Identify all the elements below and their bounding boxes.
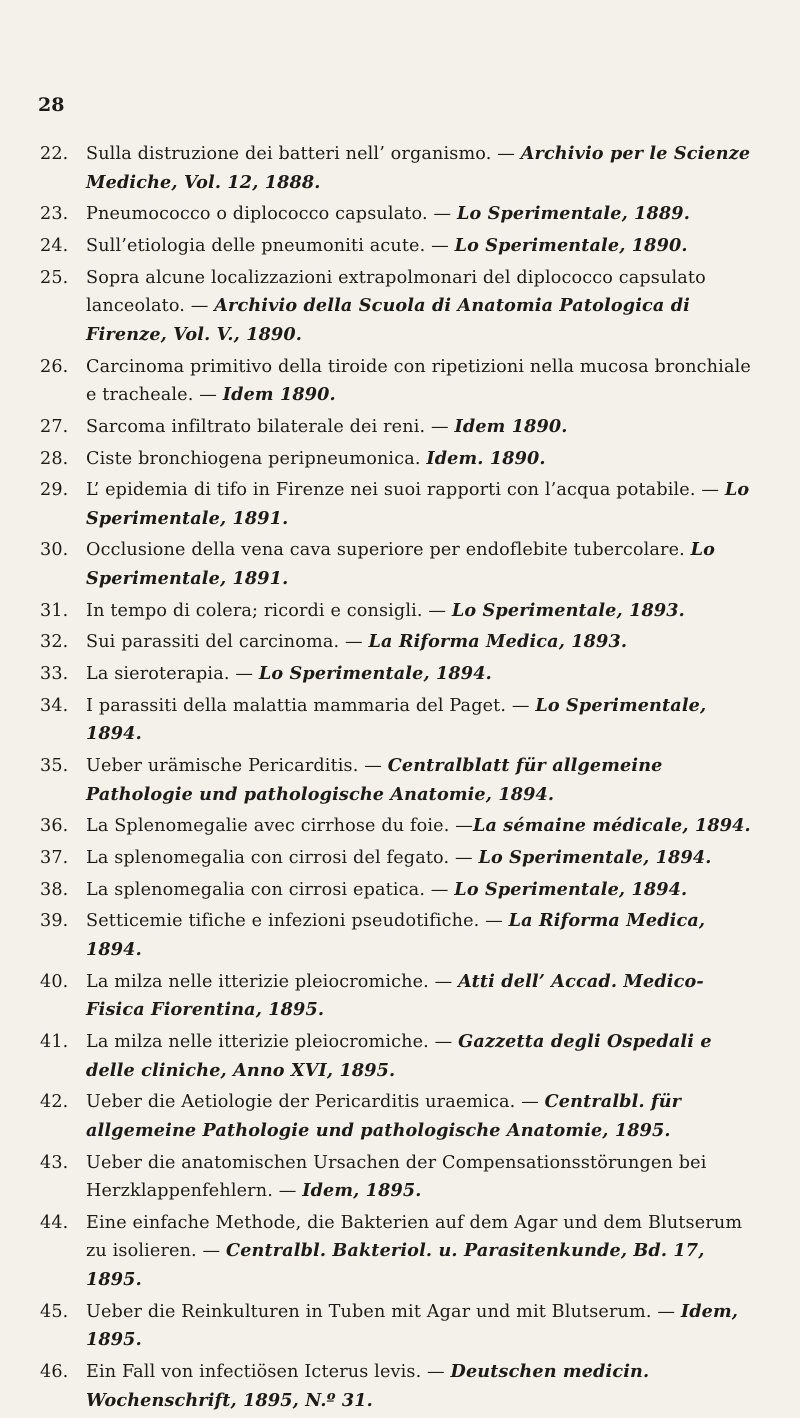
entry-source: Archivio della Scuola di Anatomia Patologica di Firenze, Vol. V., 1890. — [86, 295, 690, 345]
entry-title: Sui parassiti del carcinoma. — — [86, 632, 369, 653]
entry-title: Ueber die Reinkulturen in Tuben mit Agar und mit Blutserum. — — [86, 1301, 681, 1322]
entry-source: Idem. 1890. — [426, 447, 546, 469]
entry-source: Gazzetta degli Ospedali e delle cliniche, Anno XVI, 1895. — [86, 1031, 712, 1081]
entry-source: La Riforma Medica, 1893. — [368, 631, 628, 653]
entry-source: Lo Sperimentale, 1894. — [258, 663, 492, 685]
bibliography-entry — [40, 536, 752, 593]
entry-source: La Riforma Medica, 1894. — [86, 910, 706, 961]
entry-title: L’ epidemia di tifo in Firenze nei suoi rapporti con l’acqua potabile. — — [86, 480, 725, 501]
bibliography-entry — [40, 200, 752, 229]
bibliography-entry — [40, 1149, 752, 1206]
entry-source: Deutschen medicin. Wochenschrift, 1895, N.º 31. — [86, 1361, 650, 1411]
entry-number: 37. — [40, 848, 69, 869]
entry-number: 31. — [40, 600, 69, 621]
entry-number: 35. — [40, 756, 69, 777]
bibliography-entry — [40, 597, 752, 626]
entry-source: Idem, 1895. — [86, 1300, 739, 1351]
entry-number: 43. — [40, 1152, 69, 1173]
bibliography-entry — [40, 140, 752, 197]
entry-source: Idem 1890. — [454, 415, 568, 437]
entry-title: Sulla distruzione dei batteri nell’ organismo. — — [86, 144, 521, 164]
entry-source: Lo Sperimentale, 1889. — [456, 203, 690, 225]
bibliography-entry — [40, 844, 752, 873]
entry-title: Ueber urämische Pericarditis. — — [86, 756, 388, 777]
entry-title: La Splenomegalie avec cirrhose du foie. — — [86, 816, 473, 837]
entry-title: Ciste bronchiogena peripneumonica. — [86, 448, 427, 469]
entry-title: Ein Fall von infectiösen Icterus levis. — — [86, 1362, 451, 1382]
entry-title: Setticemie tifiche e infezioni pseudotifiche. — — [86, 911, 509, 932]
entry-title: Sull’etiologia delle pneumoniti acute. — — [86, 235, 455, 256]
entry-number: 27. — [40, 416, 69, 437]
entry-number: 46. — [40, 1362, 69, 1382]
entry-title: Pneumococco o diplococco capsulato. — — [86, 204, 457, 225]
entry-source: Lo Sperimentale, 1894. — [454, 878, 688, 900]
entry-source: Idem 1890. — [222, 384, 336, 406]
bibliography-entry — [40, 413, 752, 442]
entry-title: Sarcoma infiltrato bilaterale dei reni. — — [86, 416, 455, 437]
bibliography-entry — [40, 752, 752, 809]
entry-title: I parassiti della malattia mammaria del Paget. — — [86, 695, 536, 716]
entry-number: 28. — [40, 448, 69, 469]
entry-number: 33. — [40, 664, 69, 685]
bibliography-entry — [40, 660, 752, 689]
entry-source: Lo Sperimentale, 1890. — [454, 234, 688, 256]
entry-title: Ueber die Aetiologie der Pericarditis uraemica. — — [86, 1092, 545, 1113]
entry-title: Carcinoma primitivo della tiroide con ripetizioni nella mucosa bronchiale e tracheale. — — [86, 356, 751, 406]
entry-title: Occlusione della vena cava superiore per endoflebite tubercolare. — [86, 540, 691, 561]
entry-source: Lo Sperimentale, 1891. — [86, 479, 750, 529]
entry-number: 42. — [40, 1092, 69, 1113]
entry-title: La sieroterapia. — — [86, 664, 259, 685]
entry-number: 36. — [40, 816, 69, 837]
entry-number: 44. — [40, 1212, 69, 1233]
bibliography-entry — [40, 353, 752, 410]
entry-number: 38. — [40, 879, 69, 900]
bibliography-entry — [40, 628, 752, 657]
entry-number: 24. — [40, 235, 69, 256]
entry-source: Centralbl. Bakteriol. u. Parasitenkunde, Bd. 17, 1895. — [86, 1240, 705, 1291]
bibliography-entry — [40, 476, 752, 533]
bibliography-entry — [40, 1298, 752, 1355]
entry-number: 34. — [40, 695, 69, 716]
bibliography-entry — [40, 812, 752, 841]
entry-source: Atti dell’ Accad. Medico-Fisica Fiorentina, 1895. — [86, 970, 704, 1021]
entry-title: Sopra alcune localizzazioni extrapolmonari del diplococco capsulato lanceolato. — — [86, 267, 706, 317]
entry-number: 30. — [40, 540, 69, 561]
entry-number: 32. — [40, 632, 69, 653]
bibliography-entry — [40, 445, 752, 474]
entry-source: Lo Sperimentale, 1893. — [451, 599, 685, 621]
entry-source: La sémaine médicale, 1894. — [472, 815, 751, 837]
entry-number: 29. — [40, 480, 69, 501]
bibliography-entry — [40, 692, 752, 749]
entry-source: Centralblatt für allgemeine Pathologie und pathologische Anatomie, 1894. — [86, 755, 663, 805]
bibliography-entry — [40, 1358, 752, 1415]
entry-source: Lo Sperimentale, 1894. — [86, 694, 707, 745]
entry-source: Idem, 1895. — [302, 1180, 422, 1202]
entry-number: 39. — [40, 911, 69, 932]
bibliography-entry — [40, 232, 752, 261]
entry-source: Lo Sperimentale, 1891. — [86, 539, 716, 590]
entry-source: Centralbl. für allgemeine Pathologie und pathologische Anatomie, 1895. — [86, 1091, 682, 1141]
bibliography-entry — [40, 1209, 752, 1295]
entry-source: Archivio per le Scienze Mediche, Vol. 12, 1888. — [86, 143, 751, 193]
entry-number: 22. — [40, 144, 69, 164]
entry-title: La splenomegalia con cirrosi epatica. — — [86, 879, 455, 900]
entry-number: 26. — [40, 356, 69, 377]
bibliography-entry — [40, 968, 752, 1025]
page-number: 28 — [38, 94, 65, 116]
bibliography-entry — [40, 907, 752, 964]
entry-title: Ueber die anatomischen Ursachen der Compensationsstörungen bei Herzklappenfehlern. — — [86, 1152, 707, 1202]
entry-number: 45. — [40, 1301, 69, 1322]
entry-title: Eine einfache Methode, die Bakterien auf dem Agar und dem Blutserum zu isolieren. — — [86, 1212, 743, 1262]
bibliography-list — [40, 140, 752, 1418]
entry-title: La splenomegalia con cirrosi del fegato. — — [86, 848, 479, 869]
entry-number: 41. — [40, 1032, 69, 1052]
entry-number: 25. — [40, 267, 69, 288]
bibliography-entry — [40, 1088, 752, 1145]
entry-source: Lo Sperimentale, 1894. — [478, 847, 712, 869]
entry-number: 23. — [40, 204, 69, 225]
entry-title: In tempo di colera; ricordi e consigli. — — [86, 600, 452, 621]
entry-title: La milza nelle itterizie pleiocromiche. — — [86, 1032, 459, 1052]
entry-title: La milza nelle itterizie pleiocromiche. — — [86, 971, 459, 992]
bibliography-entry — [40, 876, 752, 905]
bibliography-entry — [40, 1028, 752, 1085]
entry-number: 40. — [40, 971, 69, 992]
bibliography-entry — [40, 264, 752, 350]
